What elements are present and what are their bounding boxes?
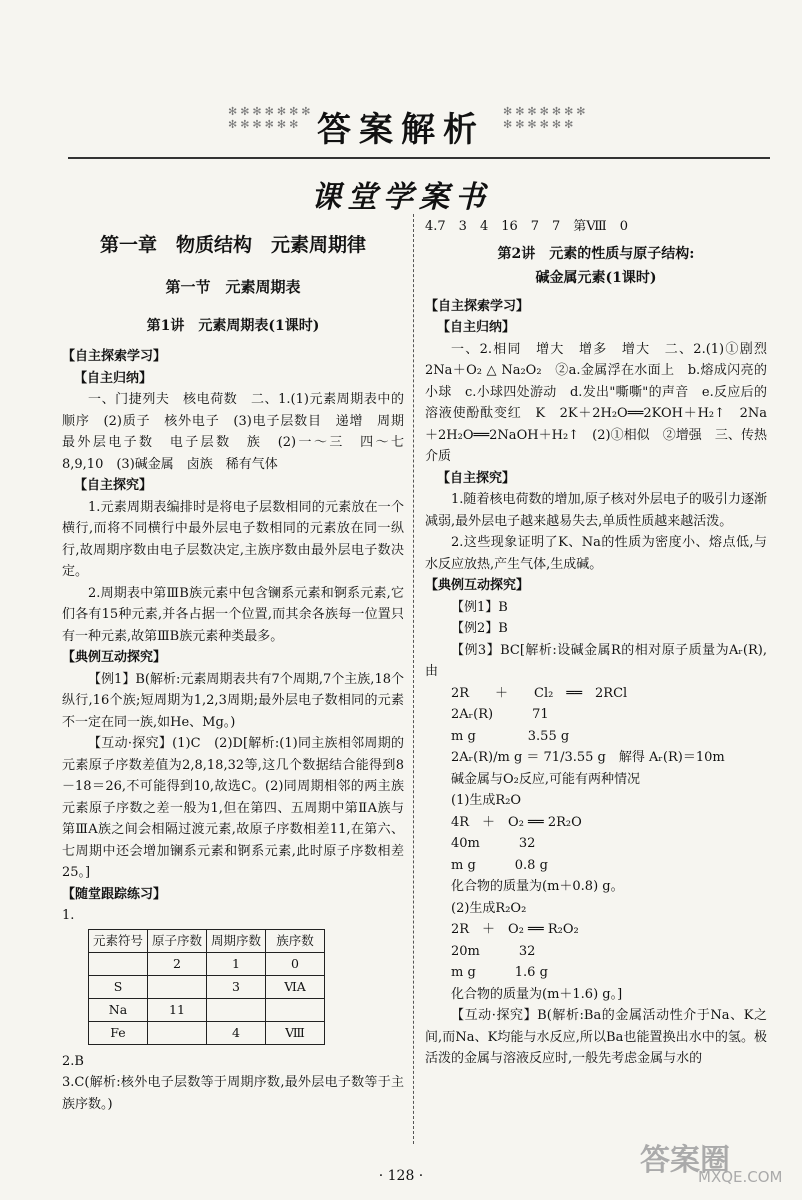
- text-line: 2R ＋ Cl₂ ══ 2RCl: [451, 685, 628, 701]
- text-line: m g 1.6 g: [451, 965, 548, 980]
- text-line: 2R ＋ O₂ ══ R₂O₂: [451, 922, 579, 937]
- watermark-url: MXQE.COM: [698, 1168, 783, 1186]
- table-cell: Fe: [89, 1021, 148, 1044]
- lecture-title: 第1讲 元素周期表(1课时): [146, 318, 320, 334]
- decorative-text-left: ✻✻✻✻✻✻✻ ✻✻✻✻✻✻: [228, 105, 314, 131]
- lecture-title-line2: 碱金属元素(1课时): [535, 269, 657, 286]
- table-header-cell: 族序数: [266, 929, 325, 952]
- table-cell: S: [89, 975, 148, 998]
- table-cell: 4: [207, 1021, 266, 1044]
- text-line: 【例3】BC[解析:设碱金属R的相对原子质量为Aᵣ(R),由: [425, 642, 767, 679]
- text-line: 【随堂跟踪练习】: [62, 886, 167, 902]
- text-line: 【自主探索学习】: [62, 349, 167, 364]
- text-line: 4.7 3 4 16 7 7 第Ⅷ 0: [425, 219, 629, 234]
- section-title: 第一节 元素周期表: [165, 278, 301, 296]
- table-row: [89, 1021, 325, 1044]
- text-line: 【自主探究】: [74, 478, 153, 493]
- table-cell: 2: [148, 952, 207, 975]
- text-line: 4R ＋ O₂ ══ 2R₂O: [451, 814, 582, 830]
- element-table: [88, 929, 325, 1045]
- section-banner: 课堂学案书: [311, 180, 491, 215]
- text-line: 【互动·探究】(1)C (2)D[解析:(1)同主族相邻周期的元素原子序数差值为2,8,18,32等,这几个数据结合能得到8－18＝26,不可能得到10,故选C。(2)同周期相邻的两主族元素原子序数之差一般为1,但在第四、五周期中第ⅡA族与第ⅢA族之间会相隔过渡元素,故原子序数相差11,在第六、七周期中还会增加镧系元素和锕系元素,此时原子序数相差25。]: [62, 736, 404, 880]
- text-line: 40m 32: [451, 836, 536, 851]
- text-line: m g 3.55 g: [451, 728, 570, 744]
- text-line: 2.这些现象证明了K、Na的性质为密度小、熔点低,与水反应放热,产生气体,生成碱。: [425, 535, 767, 572]
- table-cell: Na: [89, 998, 148, 1021]
- table-cell: [207, 998, 266, 1021]
- table-cell: [266, 998, 325, 1021]
- text-line: (2)生成R₂O₂: [451, 900, 527, 916]
- text-line: 1.元素周期表编排时是将电子层数相同的元素放在一个横行,而将不同横行中最外层电子数相同的元素放在同一纵行,故周期序数由电子层数决定,主族序数由最外层电子数决定。: [62, 499, 404, 579]
- column-divider: [413, 214, 414, 1144]
- text-line: 【典例互动探究】: [425, 578, 530, 593]
- table-header-cell: 元素符号: [89, 929, 148, 952]
- table-row: [89, 975, 325, 998]
- decorative-text-right: ✻✻✻✻✻✻✻ ✻✻✻✻✻✻: [503, 105, 589, 131]
- text-line: 化合物的质量为(m＋1.6) g。]: [451, 986, 623, 1002]
- text-line: 【互动·探究】B(解析:Ba的金属活动性介于Na、K之间,而Na、K均能与水反应,所以Ba也能置换出水中的氢。极活泼的金属与溶液反应时,一般先考虑金属与水的: [425, 1008, 767, 1066]
- text-line: 【自主探索学习】: [425, 298, 530, 314]
- text-line: 2.周期表中第ⅢB族元素中包含镧系元素和锕系元素,它们各有15种元素,并各占据一个位置,而其余各族每一位置只有一种元素,故第ⅢB族元素种类最多。: [62, 585, 404, 644]
- text-line: 2.B: [62, 1053, 84, 1069]
- lecture-title-line1: 第2讲 元素的性质与原子结构:: [497, 245, 695, 262]
- page-number: · 128 ·: [378, 1168, 424, 1184]
- table-header-cell: 周期序数: [207, 929, 266, 952]
- table-cell: [89, 952, 148, 975]
- text-line: 2Aᵣ(R) 71: [451, 707, 549, 722]
- text-line: 【典例互动探究】: [62, 650, 167, 665]
- left-column: [62, 222, 418, 1115]
- table-cell: Ⅷ: [266, 1021, 325, 1044]
- text-line: 碱金属与O₂反应,可能有两种情况: [451, 771, 641, 787]
- question-number: 1.: [62, 908, 75, 923]
- table-row: [89, 998, 325, 1021]
- table-header-cell: 原子序数: [148, 929, 207, 952]
- text-line: 2Aᵣ(R)/m g ＝ 71/3.55 g 解得 Aᵣ(R)＝10m: [451, 750, 725, 765]
- table-cell: 3: [207, 975, 266, 998]
- page-header-title: 答案解析: [317, 110, 485, 150]
- text-line: 20m 32: [451, 943, 536, 959]
- text-line: m g 0.8 g: [451, 857, 548, 873]
- text-line: 【例2】B: [451, 621, 508, 636]
- table-cell: [148, 1021, 207, 1044]
- text-line: 一、门捷列夫 核电荷数 二、1.(1)元素周期表中的顺序 (2)质子 核外电子 (3)电子层数目 递增 周期 最外层电子数 电子层数 族 (2)一～三 四～七 8,9,10 (3)碱金属 卤族 稀有气体: [62, 392, 418, 472]
- table-cell: 11: [148, 998, 207, 1021]
- watermark-logo: 答案圈: [640, 1143, 730, 1178]
- table-cell: 0: [266, 952, 325, 975]
- text-line: 1.随着核电荷数的增加,原子核对外层电子的吸引力逐渐减弱,最外层电子越来越易失去,单质性质越来越活泼。: [425, 492, 767, 529]
- text-line: 化合物的质量为(m＋0.8) g。: [451, 879, 624, 894]
- text-line: 【自主探究】: [437, 470, 516, 486]
- text-line: 3.C(解析:核外电子层数等于周期序数,最外层电子数等于主族序数。): [62, 1075, 404, 1112]
- text-line: 一、2.相同 增大 增多 增大 二、2.(1)①剧烈 2Na＋O₂ △ Na₂O₂ ②a.金属浮在水面上 b.熔成闪亮的小球 c.小球四处游动 d.发出"嘶嘶"的声音 e.反应后的溶液使酚酞变红 K 2K＋2H₂O══2KOH＋H₂↑ 2Na＋2H₂O══2NaOH＋H₂↑ (2)①相似 ②增强 三、传热介质: [425, 341, 781, 464]
- text-line: 【自主归纳】: [74, 370, 153, 386]
- table-cell: 1: [207, 952, 266, 975]
- right-column: [425, 216, 781, 1070]
- text-line: (1)生成R₂O: [451, 793, 522, 808]
- text-line: 【自主归纳】: [437, 320, 516, 335]
- chapter-title: 第一章 物质结构 元素周期律: [99, 234, 366, 256]
- table-row: [89, 952, 325, 975]
- table-cell: ⅥA: [266, 975, 325, 998]
- text-line: 【例1】B(解析:元素周期表共有7个周期,7个主族,18个纵行,16个族;短周期为1,2,3周期;最外层电子数相同的元素不一定在同一族,如He、Mg。): [62, 671, 404, 730]
- text-line: 【例1】B: [451, 599, 508, 615]
- table-cell: [148, 975, 207, 998]
- header-rule: [68, 157, 770, 159]
